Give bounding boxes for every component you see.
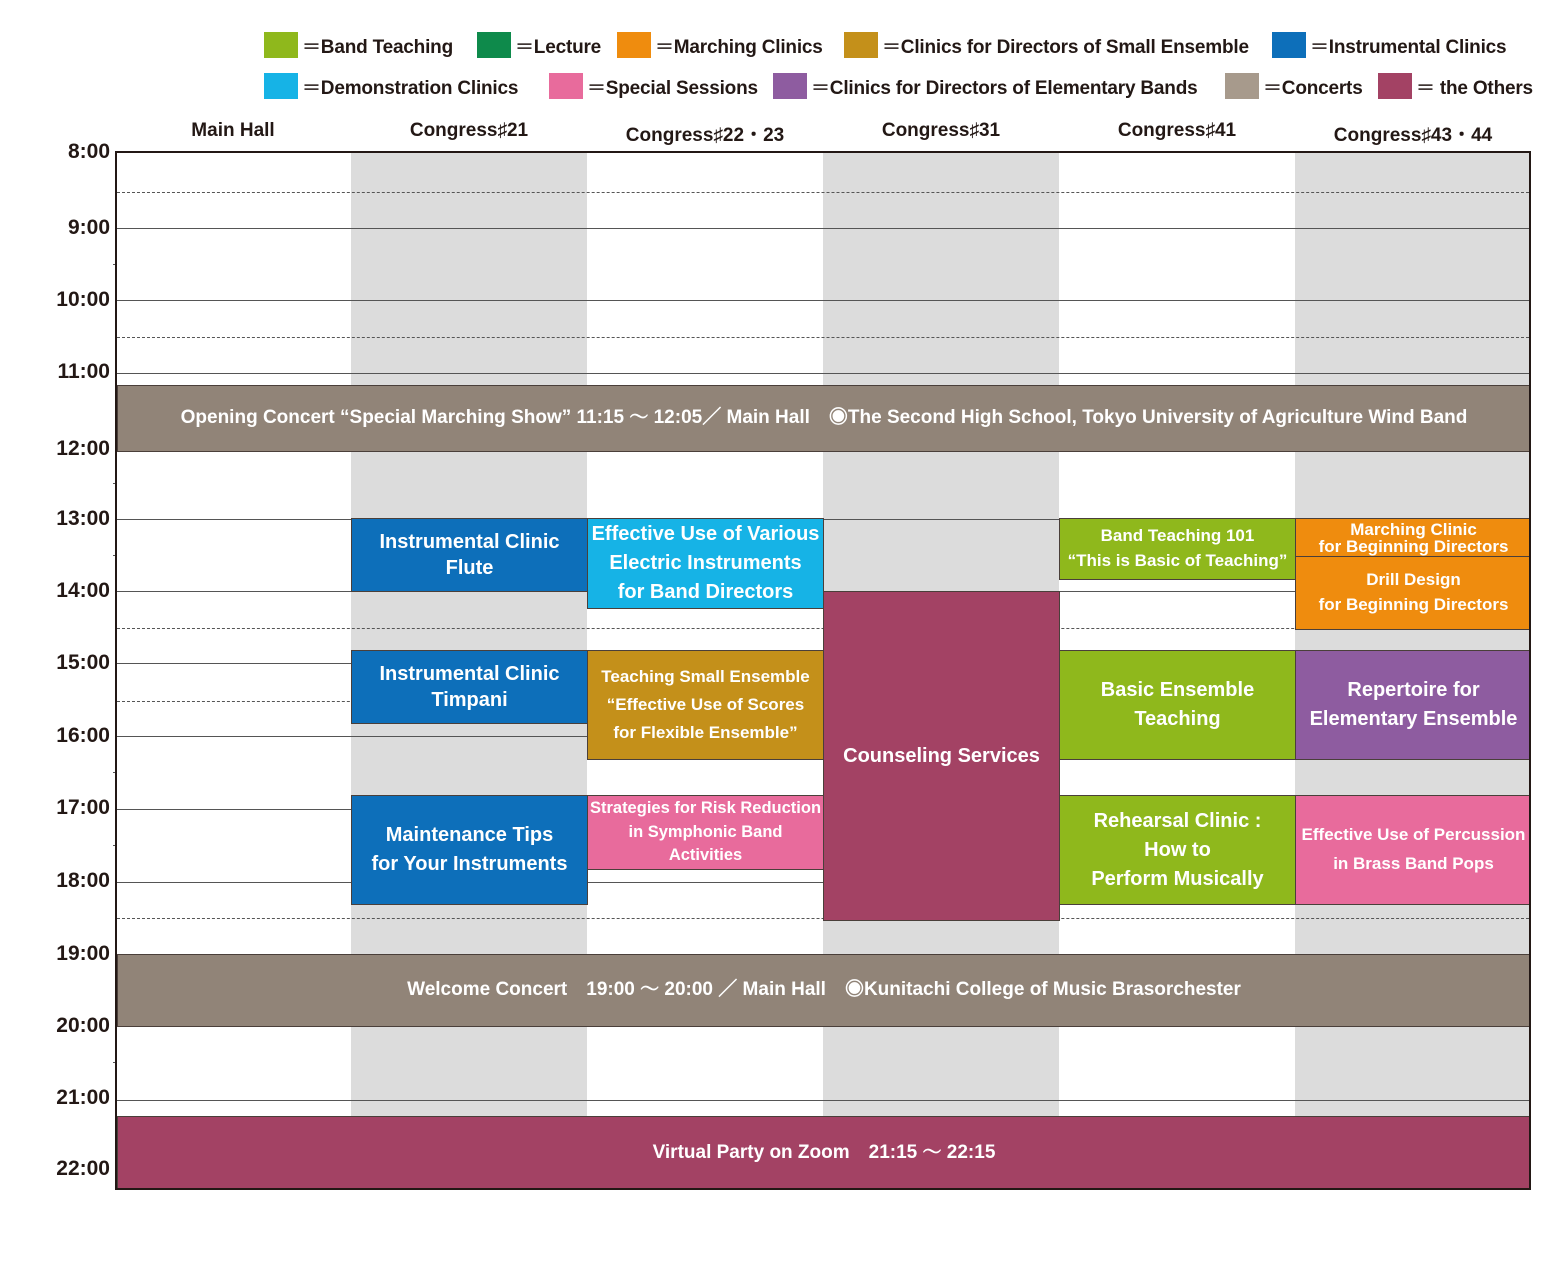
legend-item-small-ensemble [844,30,1249,60]
legend-label: ＝Demonstration Clinics [302,77,519,99]
legend-item-demonstration [264,71,518,101]
time-label: 22:00 [56,1157,110,1180]
legend-label: ＝ the Others [1416,77,1533,99]
electric-instruments-block[interactable]: Effective Use of Various Electric Instruments for Band Directors [587,518,824,609]
time-label: 8:00 [67,140,110,163]
time-label: 20:00 [56,1014,110,1037]
column-header-congress-31: Congress♯31 [881,120,1001,141]
time-label: 14:00 [56,579,110,602]
legend-item-band-teaching [264,30,453,60]
legend-label: ＝Marching Clinics [655,36,823,58]
legend-label: ＝Concerts [1263,77,1363,99]
rehearsal-clinic-block[interactable]: Rehearsal Clinic : How to Perform Musically [1059,795,1296,905]
opening-concert-block[interactable]: Opening Concert “Special Marching Show” 11:15 〜 12:05／ Main Hall ◉The Second High School, Tokyo University of Agriculture Wind Band [117,385,1531,452]
legend-swatch [264,32,298,58]
legend-label: ＝Instrumental Clinics [1310,36,1507,58]
legend-swatch [1225,73,1259,99]
virtual-party-block[interactable]: Virtual Party on Zoom 21:15 〜 22:15 [117,1116,1531,1190]
half-hour-line [117,337,1529,338]
basic-ensemble-block[interactable]: Basic Ensemble Teaching [1059,650,1296,760]
welcome-concert-block[interactable]: Welcome Concert 19:00 〜 20:00 ／ Main Hall ◉Kunitachi College of Music Brasorchester [117,954,1531,1027]
legend-item-marching-clinics [617,30,823,60]
legend-swatch [1272,32,1306,58]
time-label: 12:00 [56,437,110,460]
legend-swatch [844,32,878,58]
drill-design-block[interactable]: Drill Design for Beginning Directors [1295,556,1531,630]
half-hour-line [117,192,1529,193]
time-label: 13:00 [56,507,110,530]
legend-label: ＝Clinics for Directors of Elementary Bands [811,77,1198,99]
legend-swatch [549,73,583,99]
hour-line [117,228,1529,229]
legend-item-others [1378,71,1533,101]
time-label: 17:00 [56,796,110,819]
legend-label: ＝Band Teaching [302,36,453,58]
column-header-congress-41: Congress♯41 [1117,120,1237,141]
small-ensemble-scores-block[interactable]: Teaching Small Ensemble “Effective Use of Scores for Flexible Ensemble” [587,650,824,760]
hour-line [117,373,1529,374]
column-header-main-hall: Main Hall [191,120,275,141]
time-label: 19:00 [56,942,110,965]
maintenance-tips-block[interactable]: Maintenance Tips for Your Instruments [351,795,588,905]
timpani-clinic-block[interactable]: Instrumental Clinic Timpani [351,650,588,724]
legend-item-instrumental-clinics [1272,30,1506,60]
counseling-services-block[interactable]: Counseling Services [823,591,1060,921]
time-label: 18:00 [56,869,110,892]
column-header-congress-22-23: Congress♯22・23 [625,125,785,146]
percussion-block[interactable]: Effective Use of Percussion in Brass Band Pops [1295,795,1531,905]
legend-item-elementary [773,71,1197,101]
marching-clinic-block[interactable]: Marching Clinic for Beginning Directors [1295,518,1531,557]
schedule-grid [115,151,1531,1190]
legend-swatch [264,73,298,99]
time-label: 10:00 [56,288,110,311]
legend-item-lecture [477,30,601,60]
legend-swatch [1378,73,1412,99]
elementary-repertoire-block[interactable]: Repertoire for Elementary Ensemble [1295,650,1531,760]
legend-item-special-sessions [549,71,758,101]
time-label: 11:00 [57,360,110,383]
legend-swatch [773,73,807,99]
time-label: 16:00 [56,724,110,747]
band-teaching-101-block[interactable]: Band Teaching 101 “This is Basic of Teaching” [1059,518,1296,580]
legend-swatch [617,32,651,58]
legend-swatch [477,32,511,58]
time-label: 9:00 [67,216,110,239]
risk-reduction-block[interactable]: Strategies for Risk Reduction in Symphonic Band Activities [587,795,824,870]
time-label: 21:00 [56,1086,110,1109]
column-header-congress-21: Congress♯21 [409,120,529,141]
flute-clinic-block[interactable]: Instrumental Clinic Flute [351,518,588,592]
hour-line [117,300,1529,301]
column-header-congress-43-44: Congress♯43・44 [1333,125,1493,146]
legend-label: ＝Lecture [515,36,602,58]
legend-item-concerts [1225,71,1363,101]
time-label: 15:00 [56,651,110,674]
legend-label: ＝Special Sessions [587,77,758,99]
hour-line [117,1100,1529,1101]
legend-label: ＝Clinics for Directors of Small Ensemble [882,36,1249,58]
